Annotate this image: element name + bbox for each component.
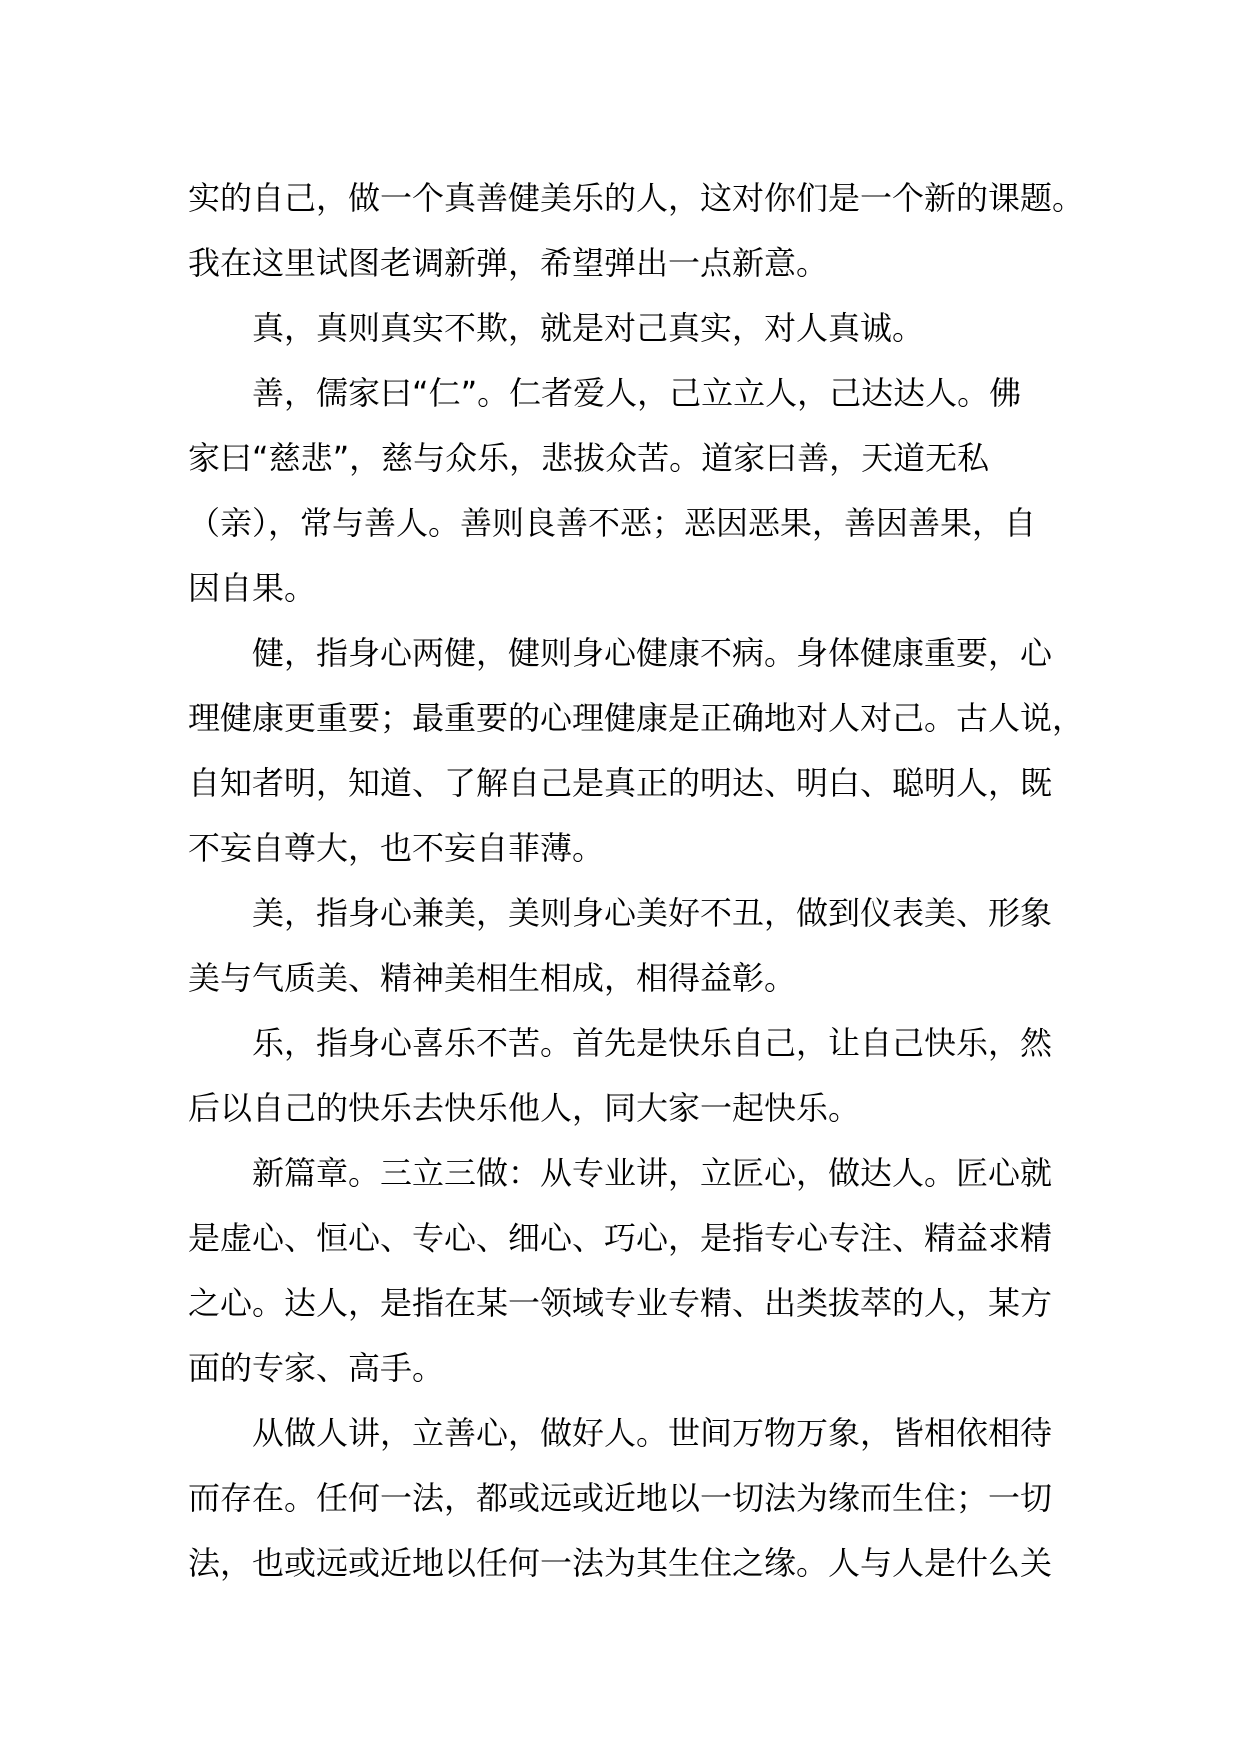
text-line: 理健康更重要；最重要的心理健康是正确地对人对己。古人说， bbox=[188, 699, 1085, 737]
text-line: 从做人讲，立善心，做好人。世间万物万象，皆相依相待 bbox=[252, 1414, 1053, 1452]
text-line: 法，也或远或近地以任何一法为其生住之缘。人与人是什么关 bbox=[188, 1544, 1053, 1582]
text-line: 而存在。任何一法，都或远或近地以一切法为缘而生住；一切 bbox=[188, 1479, 1053, 1517]
text-line: （亲），常与善人。善则良善不恶；恶因恶果，善因善果，自 bbox=[188, 504, 1037, 542]
text-line: 是虚心、恒心、专心、细心、巧心，是指专心专注、精益求精 bbox=[188, 1219, 1053, 1257]
text-line: 因自果。 bbox=[188, 569, 317, 607]
text-line: 面的专家、高手。 bbox=[188, 1349, 445, 1387]
text-line: 美与气质美、精神美相生相成，相得益彰。 bbox=[188, 959, 797, 997]
paragraph-jian bbox=[188, 621, 1088, 881]
document-body bbox=[188, 166, 1088, 1596]
text-line: 不妄自尊大，也不妄自菲薄。 bbox=[188, 829, 605, 867]
text-line: 真，真则真实不欺，就是对己真实，对人真诚。 bbox=[252, 309, 925, 347]
text-line: 自知者明，知道、了解自己是真正的明达、明白、聪明人，既 bbox=[188, 764, 1053, 802]
text-line: 善，儒家曰“仁”。仁者爱人，己立立人，己达达人。佛 bbox=[252, 374, 1022, 412]
paragraph-shan bbox=[188, 361, 1088, 621]
paragraph-le bbox=[188, 1011, 1088, 1141]
text-line: 新篇章。三立三做：从专业讲，立匠心，做达人。匠心就 bbox=[252, 1154, 1053, 1192]
text-line: 之心。达人，是指在某一领域专业专精、出类拔萃的人，某方 bbox=[188, 1284, 1053, 1322]
paragraph-intro bbox=[188, 166, 1088, 296]
paragraph-new-chapter bbox=[188, 1141, 1088, 1401]
text-line: 家曰“慈悲”，慈与众乐，悲拔众苦。道家曰善，天道无私 bbox=[188, 439, 990, 477]
text-line: 后以自己的快乐去快乐他人，同大家一起快乐。 bbox=[188, 1089, 861, 1127]
paragraph-mei bbox=[188, 881, 1088, 1011]
paragraph-good-person bbox=[188, 1401, 1088, 1596]
text-line: 美，指身心兼美，美则身心美好不丑，做到仪表美、形象 bbox=[252, 894, 1053, 932]
text-line: 乐，指身心喜乐不苦。首先是快乐自己，让自己快乐，然 bbox=[252, 1024, 1053, 1062]
text-line: 我在这里试图老调新弹，希望弹出一点新意。 bbox=[188, 244, 829, 282]
text-line: 实的自己，做一个真善健美乐的人，这对你们是一个新的课题。 bbox=[188, 179, 1085, 217]
paragraph-zhen bbox=[188, 296, 1088, 361]
text-line: 健，指身心两健，健则身心健康不病。身体健康重要，心 bbox=[252, 634, 1053, 672]
